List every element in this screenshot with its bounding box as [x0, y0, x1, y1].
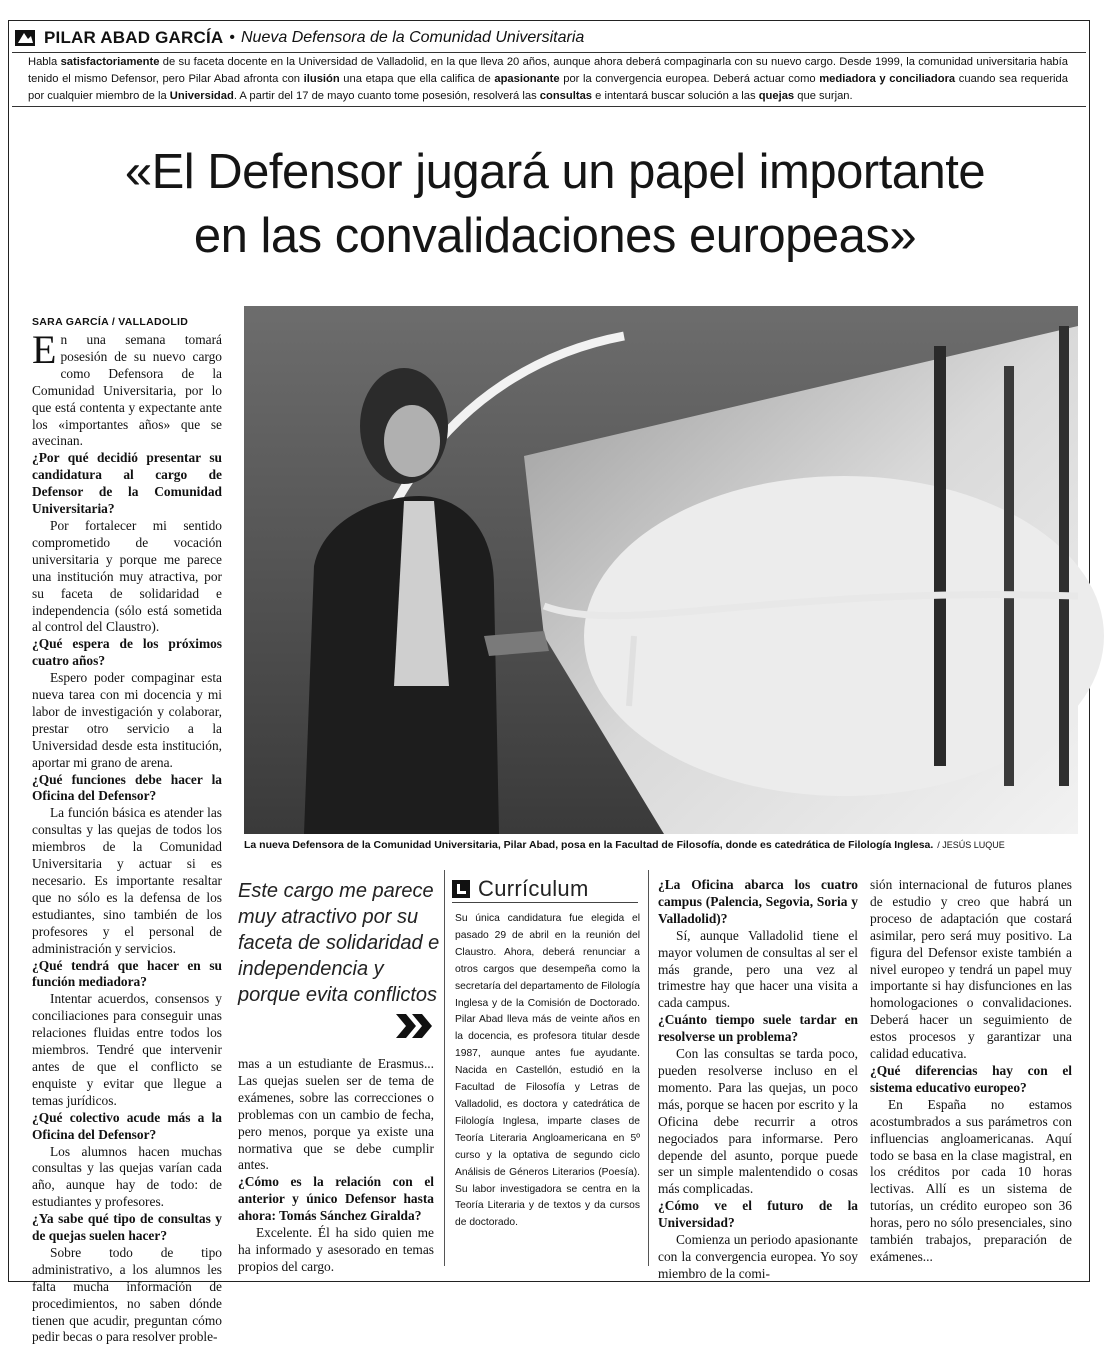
question-8: ¿La Oficina abarca los cuatro campus (Palencia, Segovia, Soria y Valladolid)? — [658, 877, 858, 926]
article-column-2 — [238, 1056, 434, 1276]
column-divider — [648, 870, 649, 1266]
newspaper-section-icon — [14, 29, 36, 47]
headline-line-1: «El Defensor jugará un papel importante — [124, 145, 986, 199]
question-2: ¿Qué espera de los próximos cuatro años? — [32, 636, 222, 669]
lead-rule — [12, 106, 1086, 107]
question-9: ¿Cuánto tiempo suele tardar en resolverse un problema? — [658, 1012, 858, 1045]
question-5: ¿Qué colectivo acude más a la Oficina del Defensor? — [32, 1109, 222, 1142]
pull-quote: Este cargo me parece muy atractivo por su faceta de solidaridad e independencia y porque evita conflictos — [238, 880, 440, 1006]
person-name: PILAR ABAD GARCÍA — [44, 28, 224, 47]
answer-5: Los alumnos hacen muchas consultas y las quejas varían cada año, aunque hay de todo: de estudiantes y profesores. — [32, 1143, 222, 1210]
header-bullet: • — [229, 29, 235, 46]
byline: SARA GARCÍA / VALLADOLID — [32, 316, 189, 328]
headline — [40, 140, 1070, 268]
answer-2: Espero poder compaginar esta nueva tarea con mi docencia y mi labor de investigación y colaborar, prestar otro servicio a la Universidad desde esta institución, aportar mi grano de arena. — [32, 670, 222, 770]
article-column-4 — [658, 877, 858, 1283]
curriculum-header — [452, 876, 589, 902]
article-photo — [244, 306, 1078, 834]
answer-9: Con las consultas se tarda poco, pueden resolverse incluso en el momento. Para las quejas, un poco más, porque se hacen por escrito y la Oficina debe recurrir a otros negociados para informarse. Pero depende del asunto, porque puede ser un simple malentendido o cosas más complicadas. — [658, 1046, 858, 1197]
question-6: ¿Ya sabe qué tipo de consultas y de quejas suelen hacer? — [32, 1211, 222, 1244]
intro-paragraph: En una semana tomará posesión de su nuevo cargo como Defensora de la Comunidad Universitaria, por lo que está contenta y expectante ante los «importantes años» que se avecinan. — [32, 327, 222, 449]
header-rule — [12, 52, 1086, 53]
column-divider — [444, 870, 445, 1266]
photo-caption: La nueva Defensora de la Comunidad Universitaria, Pilar Abad, posa en la Facultad de Filosofía, donde es catedrática de Filología Inglesa. / JESÚS LUQUE — [244, 839, 1005, 851]
answer-6-continued: mas a un estudiante de Erasmus... Las quejas suelen ser de tema de exámenes, sobre las correcciones o problemas con un cambio de fecha, pero menos, porque ya existe una normativa que se debe cumplir antes. — [238, 1056, 434, 1173]
section-header — [12, 24, 1086, 52]
curriculum-corner-icon — [452, 880, 470, 898]
dropcap: E — [32, 327, 57, 372]
article-column-5 — [870, 877, 1072, 1266]
answer-7: Excelente. Él ha sido quien me ha informado y asesorado en temas propios del cargo. — [238, 1225, 434, 1274]
answer-10: Comienza un periodo apasionante con la convergencia europea. Yo soy miembro de la comi- — [658, 1232, 858, 1281]
question-7: ¿Cómo es la relación con el anterior y único Defensor hasta ahora: Tomás Sánchez Giralda? — [238, 1174, 434, 1224]
answer-1: Por fortalecer mi sentido comprometido de vocación universitaria y porque me parece una institución muy atractiva, por su faceta de solidaridad e independencia (sólo está sometida al control del Claustro). — [32, 517, 222, 635]
curriculum-text: Su única candidatura fue elegida el pasado 29 de abril en la reunión del Claustro. Ahora, deberá renunciar a otros cargos que desempeña como la secretaría del departamento de Filología Inglesa y de la Comisión de Doctorado. Pilar Abad lleva más de veinte años en la docencia, es profesora titular desde 1987, aunque antes fue ayudante. Nacida en Castellón, estudió en la Facultad de Filosofía y Letras de Valladolid, es doctora y catedrática de Filología Inglesa, imparte clases de Teoría Literaria Angloamericana en 5º curso y la optativa de segundo ciclo Análisis de Géneros Literarios (Poesía). Su labor investigadora se centra en la Teoría Literaria y de textos y da cursos de doctorado. — [455, 913, 640, 1229]
photo-credit: / JESÚS LUQUE — [937, 840, 1005, 850]
curriculum-rule — [452, 902, 638, 903]
article-column-1 — [32, 327, 222, 1346]
answer-6: Sobre todo de tipo administrativo, a los alumnos les falta mucha información de procedimientos, no saben dónde tienen que acudir, preguntan cómo pedir becas o para resolver proble- — [32, 1244, 222, 1345]
answer-11: En España no estamos acostumbrados a sus parámetros con influencias angloamericanas. Aquí todo se basa en la clase magistral, en los créditos por cada 10 horas lectivas. Allí es un sistema de tutorías, un crédito europeo son 36 horas, pero no sólo presenciales, sino también trabajos, preparación de exámenes... — [870, 1096, 1072, 1264]
answer-8: Sí, aunque Valladolid tiene el mayor volumen de consultas al ser el más grande, pero una vez al trimestre hay que hacer una visita a cada campus. — [658, 927, 858, 1011]
question-4: ¿Qué tendrá que hacer en su función mediadora? — [32, 957, 222, 990]
question-3: ¿Qué funciones debe hacer la Oficina del Defensor? — [32, 771, 222, 804]
answer-3: La función básica es atender las consultas y las quejas de todos los miembros de la Comunidad Universitaria y actuar si es necesario. Es importante resaltar que no sólo es la defensa de los estudiantes, sino también de los profesores y el personal de administración y servicios. — [32, 805, 222, 956]
question-10: ¿Cómo ve el futuro de la Universidad? — [658, 1198, 858, 1231]
curriculum-title: Currículum — [478, 876, 589, 901]
double-chevron-icon — [394, 1012, 434, 1040]
answer-10-continued: sión internacional de futuros planes de estudio y creo que habrá un proceso de adaptación que costará asimilar, pero será muy positivo. La figura del Defensor existe también a nivel europeo y tendrá un papel muy importante si hay disfunciones en las homologaciones o convalidaciones. Deberá hacer un seguimiento de estos procesos y garantizar una calidad educativa. — [870, 877, 1072, 1062]
person-role: Nueva Defensora de la Comunidad Universitaria — [241, 29, 585, 46]
question-1: ¿Por qué decidió presentar su candidatura al cargo de Defensor de la Comunidad Universitaria? — [32, 450, 222, 517]
lead-paragraph: Habla satisfactoriamente de su faceta docente en la Universidad de Valladolid, en la que lleva 20 años, aunque ahora deberá compaginarla con su nuevo cargo. Desde 1999, la comunidad universitaria había tenido el mismo Defensor, pero Pilar Abad afronta con ilusión una etapa que ella califica de apasionante por la convergencia europea. Deberá actuar como mediadora y conciliadora cuando sea requerida por cualquier miembro de la Universidad. A partir del 17 de mayo cuanto tome posesión, resolverá las consultas e intentará buscar solución a las quejas que surjan. — [28, 56, 1068, 102]
headline-line-2: en las convalidaciones europeas» — [193, 209, 917, 263]
answer-4: Intentar acuerdos, consensos y conciliaciones para conseguir unas relaciones fluidas entre todos los miembros. Tendré que intervenir antes de que el conflicto se enquiste y evitar que llegue a temas jurídicos. — [32, 991, 222, 1108]
photo-illustration — [244, 306, 1078, 834]
question-11: ¿Qué diferencias hay con el sistema educativo europeo? — [870, 1062, 1072, 1095]
